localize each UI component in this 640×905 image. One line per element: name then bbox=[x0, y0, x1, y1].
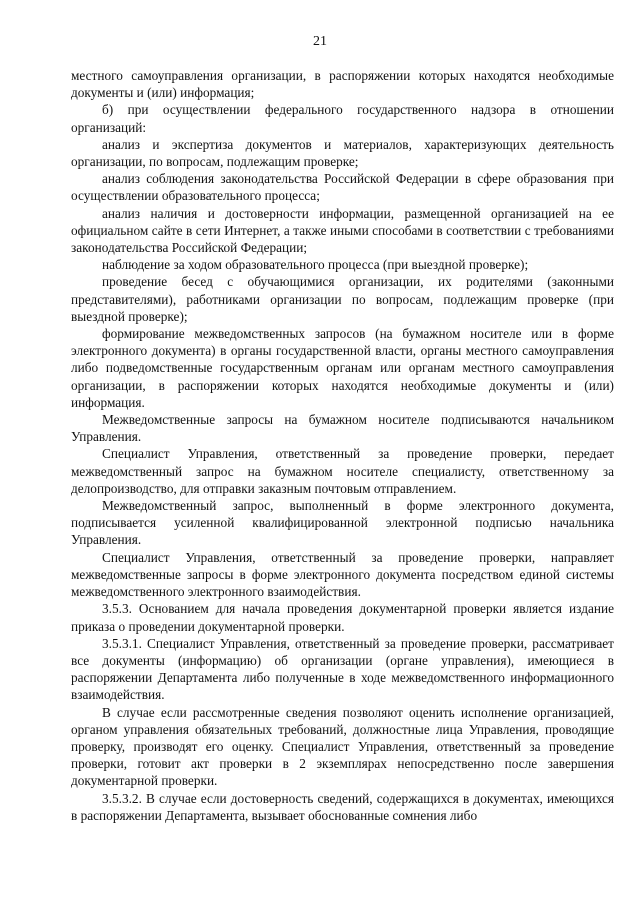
paragraph-analysis-website-information: анализ наличия и достоверности информации, размещенной организацией на ее официальном сайте в сети Интернет, а также иными способами в соответствии с требованиями законодательства Российской Федерации; bbox=[71, 205, 614, 256]
paragraph-3-5-3-1: 3.5.3.1. Специалист Управления, ответственный за проведение проверки, рассматривает все документы (информацию) об организации (органе управления), имеющиеся в распоряжении Департамента либо полученные в ходе межведомственного информационного взаимодействия. bbox=[71, 635, 614, 703]
paragraph-electronic-request-sending: Специалист Управления, ответственный за проведение проверки, направляет межведомственные запросы в форме электронного документа посредством единой системы межведомственного электронного взаимодействия. bbox=[71, 549, 614, 600]
paragraph-observation-educational-process: наблюдение за ходом образовательного процесса (при выездной проверке); bbox=[102, 257, 529, 273]
paragraph-3-5-3: 3.5.3. Основанием для начала проведения документарной проверки является издание приказа о проведении документарной проверки. bbox=[71, 601, 614, 634]
page-number: 21 bbox=[313, 34, 327, 49]
paragraph-assessment-and-act: В случае если рассмотренные сведения позволяют оценить исполнение организацией, органом управления обязательных требований, должностные лица Управления, проводящие проверку, производят его оценку. Специалист Управления, ответственный за проведение проверки, готовит акт проверки в 2 экземплярах непосредственно после завершения документарной проверки. bbox=[71, 704, 614, 789]
paragraph-item-b-federal-supervision: б) при осуществлении федерального государственного надзора в отношении организаций: bbox=[71, 102, 614, 135]
document-body bbox=[71, 67, 614, 824]
paragraph-analysis-legislation: анализ соблюдения законодательства Российской Федерации в сфере образования при осуществлении образовательного процесса; bbox=[71, 171, 614, 204]
paragraph-analysis-documents: анализ и экспертиза документов и материалов, характеризующих деятельность организации, по вопросам, подлежащим проверке; bbox=[71, 136, 614, 170]
paragraph-electronic-request-signing: Межведомственный запрос, выполненный в форме электронного документа, подписывается усиленной квалифицированной электронной подписью начальника Управления. bbox=[71, 498, 614, 548]
paragraph-3-5-3-2: 3.5.3.2. В случае если достоверность сведений, содержащихся в документах, имеющихся в распоряжении Департамента, вызывает обоснованные сомнения либо bbox=[71, 790, 614, 823]
paragraph-interagency-requests: формирование межведомственных запросов (на бумажном носителе или в форме электронного документа) в органы государственной власти, органы местного самоуправления либо подведомственные государственным органам или органам местного самоуправления организации, в распоряжении которых находятся необходимые документы и (или) информация. bbox=[71, 326, 614, 410]
paragraph-paper-requests-signing: Межведомственные запросы на бумажном носителе подписываются начальником Управления. bbox=[71, 412, 614, 445]
paragraph-conversations: проведение бесед с обучающимися организации, их родителями (законными представителями), работниками организации по вопросам, подлежащим проверке (при выездной проверке); bbox=[71, 274, 614, 324]
paragraph-paper-request-sending: Специалист Управления, ответственный за проведение проверки, передает межведомственный запрос на бумажном носителе специалисту, ответственному за делопроизводство, для отправки заказным почтовым отправлением. bbox=[71, 446, 614, 496]
paragraph-local-self-government-continuation: местного самоуправления организации, в распоряжении которых находятся необходимые документы и (или) информация; bbox=[71, 68, 614, 101]
